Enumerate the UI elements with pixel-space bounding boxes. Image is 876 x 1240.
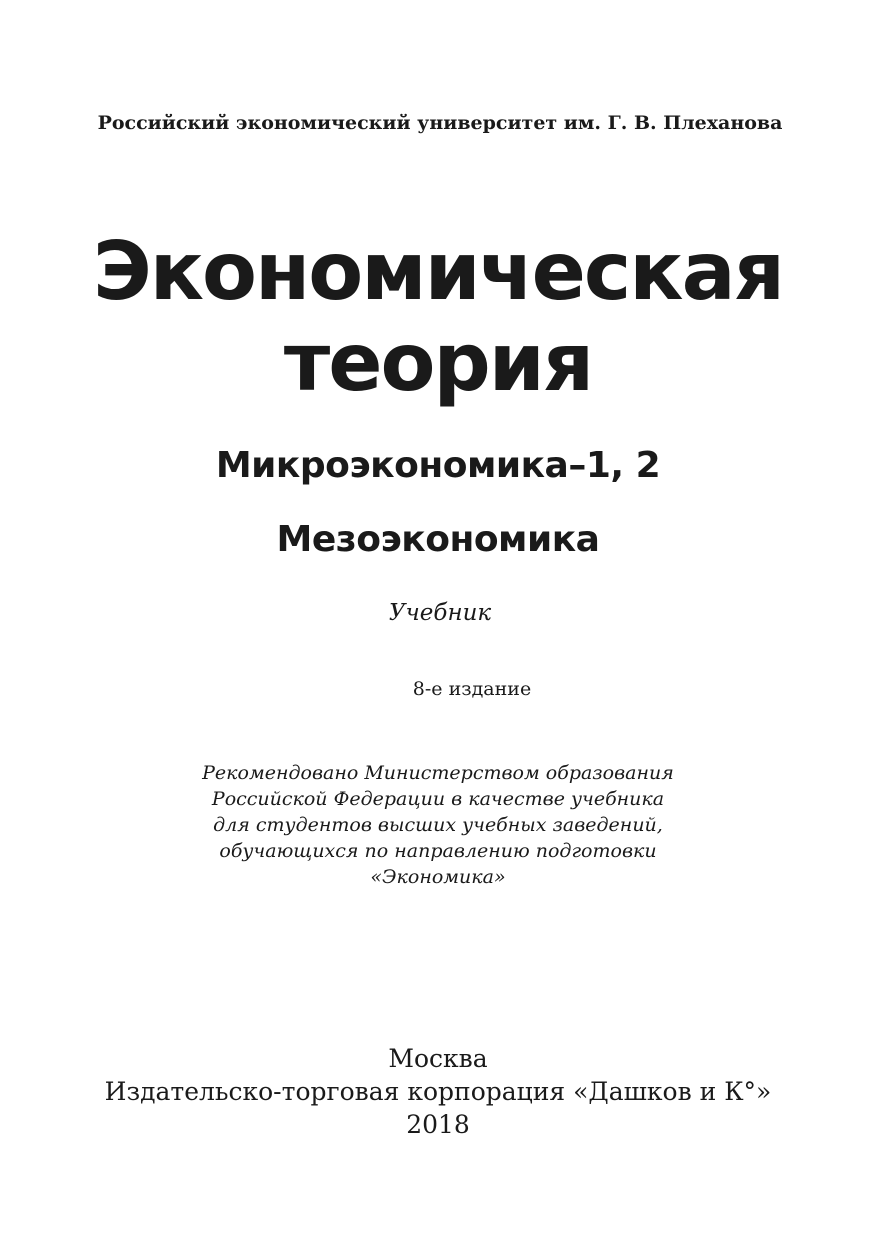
recommendation-block [0, 760, 876, 890]
recommendation-line: Российской Федерации в качестве учебника [211, 788, 665, 810]
book-title-line-2: теория [283, 316, 593, 409]
recommendation-line: Рекомендовано Министерством образования [202, 762, 674, 784]
recommendation-line: «Экономика» [370, 866, 506, 888]
publication-city: Москва [388, 1044, 488, 1073]
book-subtitle-line-2: Мезоэкономика [276, 519, 600, 560]
book-subtitle-line-1: Микроэкономика–1, 2 [215, 445, 661, 486]
edition-label: 8-е издание [412, 678, 532, 700]
book-title-line-1: Экономическая [93, 225, 783, 318]
university-name: Российский экономический университет им. Г. В. Плеханова [97, 112, 783, 134]
publication-year: 2018 [406, 1110, 470, 1139]
recommendation-line: для студентов высших учебных заведений, [213, 814, 663, 836]
recommendation-line: обучающихся по направлению подготовки [219, 840, 657, 862]
publisher-name: Издательско-торговая корпорация «Дашков и К°» [104, 1077, 772, 1106]
book-type: Учебник [388, 600, 492, 626]
